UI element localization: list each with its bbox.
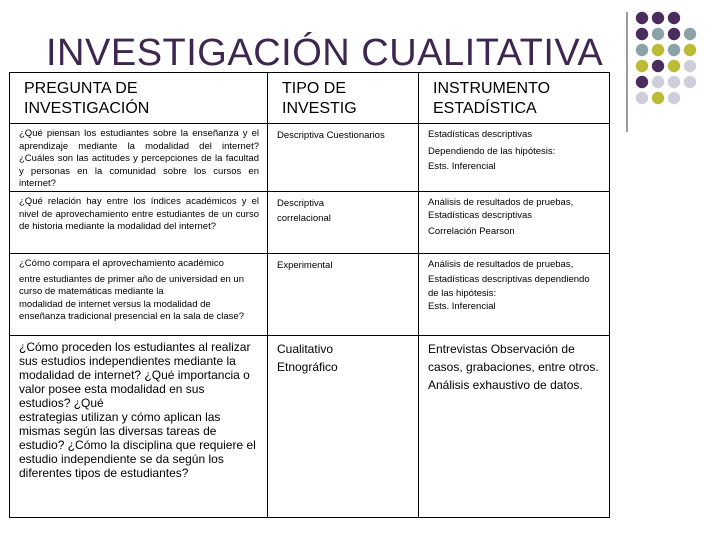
decorative-dot bbox=[652, 76, 664, 88]
question-cell: ¿Cómo proceden los estudiantes al realizar sus estudios independientes mediante la modalidad de internet? ¿Qué importancia o valor posee esta modalidad en sus estudios? ¿Qué estrategias utilizan y cómo aplican las mismas según las diversas tareas de estudio? ¿Cómo la disciplina que requiere el estudio independiente se da según los diferentes tipos de estudiantes? bbox=[10, 335, 268, 517]
decorative-dot bbox=[668, 44, 680, 56]
type-cell: Experimental bbox=[268, 253, 419, 335]
decorative-dot bbox=[668, 76, 680, 88]
table-row bbox=[10, 335, 610, 517]
decorative-dot bbox=[636, 44, 648, 56]
research-table bbox=[9, 72, 610, 518]
decorative-dot bbox=[652, 28, 664, 40]
type-cell: Descriptiva correlacional bbox=[268, 191, 419, 253]
decorative-dot bbox=[684, 28, 696, 40]
decorative-dot bbox=[684, 44, 696, 56]
table-row bbox=[10, 191, 610, 253]
decorative-dot bbox=[668, 12, 680, 24]
table-row bbox=[10, 253, 610, 335]
decorative-dot bbox=[684, 76, 696, 88]
question-cell: ¿Cómo compara el aprovechamiento académico entre estudiantes de primer año de universidad en un curso de matemáticas mediante la modalidad de internet versus la modalidad de enseñanza tradicional presencial en la sala de clase? bbox=[10, 253, 268, 335]
question-cell: ¿Qué piensan los estudiantes sobre la enseñanza y el aprendizaje mediante la modalidad del internet? ¿Cuáles son las actitudes y percepciones de la facultad y personas en la comunidad sobre los cursos en internet? bbox=[10, 124, 268, 192]
type-cell: Descriptiva Cuestionarios bbox=[268, 124, 419, 192]
header-type: TIPO DE INVESTIG bbox=[268, 73, 419, 124]
decorative-dot bbox=[636, 60, 648, 72]
instrument-cell: Entrevistas Observación de casos, grabaciones, entre otros. Análisis exhaustivo de datos. bbox=[419, 335, 610, 517]
decorative-dot bbox=[668, 92, 680, 104]
decorative-dot bbox=[636, 28, 648, 40]
table-header-row bbox=[10, 73, 610, 124]
decorative-dot bbox=[668, 60, 680, 72]
instrument-cell: Análisis de resultados de pruebas, Estadísticas descriptivas dependiendo de las hipótesis: Ests. Inferencial bbox=[419, 253, 610, 335]
decorative-dot bbox=[652, 60, 664, 72]
decorative-dot bbox=[636, 92, 648, 104]
decorative-dot bbox=[668, 28, 680, 40]
type-cell: Cualitativo Etnográfico bbox=[268, 335, 419, 517]
decorative-dot bbox=[636, 76, 648, 88]
question-cell: ¿Qué relación hay entre los índices académicos y el nivel de aprovechamiento entre estudiantes de un curso de historia mediante la modalidad del internet? bbox=[10, 191, 268, 253]
header-instrument: INSTRUMENTO ESTADÍSTICA bbox=[419, 73, 610, 124]
table-row bbox=[10, 124, 610, 192]
decorative-dot bbox=[652, 92, 664, 104]
decorative-dot bbox=[652, 12, 664, 24]
page-title: INVESTIGACIÓN CUALITATIVA bbox=[46, 32, 604, 74]
header-question: PREGUNTA DE INVESTIGACIÓN bbox=[10, 73, 268, 124]
instrument-cell: Análisis de resultados de pruebas, Estadísticas descriptivas Correlación Pearson bbox=[419, 191, 610, 253]
instrument-cell: Estadísticas descriptivas Dependiendo de las hipótesis: Ests. Inferencial bbox=[419, 124, 610, 192]
decorative-dot bbox=[684, 60, 696, 72]
decorative-dot bbox=[636, 12, 648, 24]
decorative-dot bbox=[652, 44, 664, 56]
